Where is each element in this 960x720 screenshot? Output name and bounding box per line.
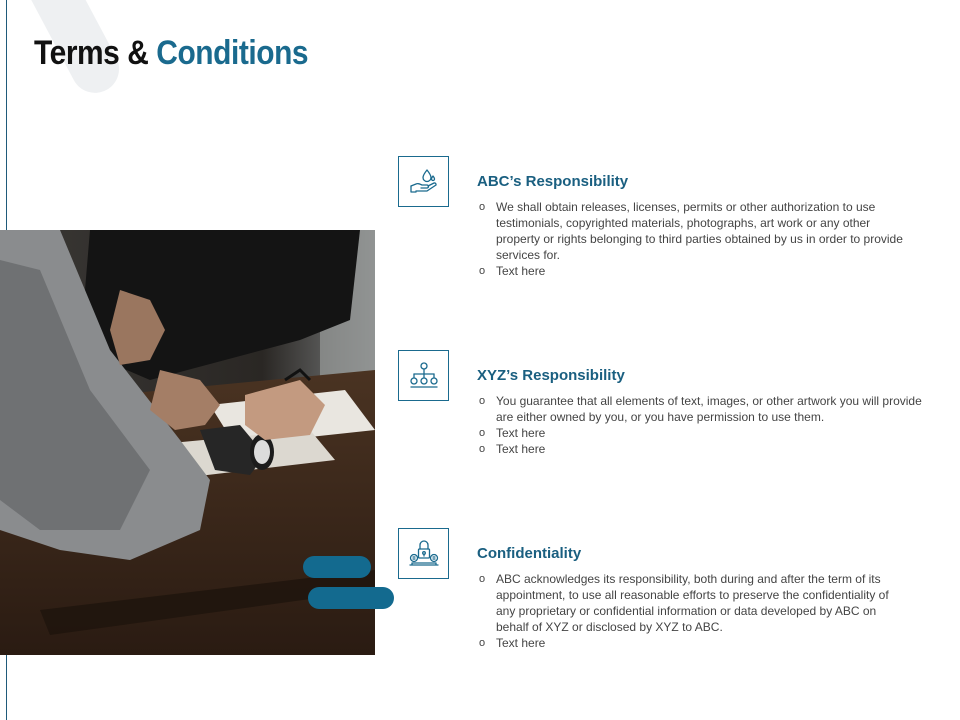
title-part-2: Conditions [156,34,309,72]
lock-coins-icon [398,528,449,579]
bullet-item: o Text here [477,263,927,279]
accent-pill-2 [308,587,394,609]
bullet-list [477,393,927,457]
bullet-item: o ABC acknowledges its responsibility, both during and after the term of its appointment, to use all reasonable efforts to preserve the confidentiality of any proprietary or confidential information or data developed by ABC on behalf of XYZ or disclosed by XYZ to ABC. [477,571,897,635]
water-drop-hand-icon [398,156,449,207]
org-chart-icon [398,350,449,401]
section-xyz-responsibility [477,367,927,457]
bullet-list [477,571,927,651]
section-heading: Confidentiality [477,545,582,562]
section-heading: XYZ’s Responsibility [477,367,625,384]
bullet-item: o Text here [477,425,927,441]
title-part-1: Terms & [34,34,149,72]
page-title [34,34,308,73]
section-abc-responsibility [477,173,927,279]
bullet-list [477,199,927,279]
section-confidentiality [477,545,927,651]
bullet-item: o Text here [477,441,927,457]
bullet-item: o Text here [477,635,927,651]
section-heading: ABC’s Responsibility [477,173,629,190]
accent-pill-1 [303,556,371,578]
bullet-item: o We shall obtain releases, licenses, permits or other authorization to use testimonials, copyrighted materials, photographs, art work or any other property or rights belonging to third parties obtained by us in order to provide services for. [477,199,907,263]
bullet-item: o You guarantee that all elements of text, images, or other artwork you will provide are either owned by you, or you have permission to use them. [477,393,927,425]
